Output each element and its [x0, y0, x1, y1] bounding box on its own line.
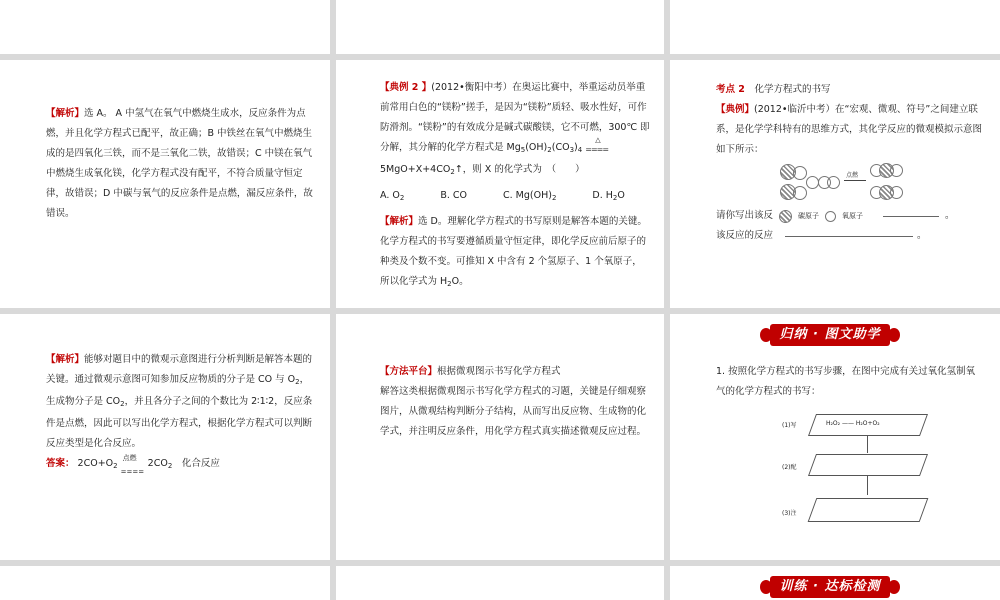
formula-sub: 3: [569, 146, 575, 154]
analysis-text: 选 A。 A 中氢气在氧气中燃烧生成水，反应条件为点燃，并且化学方程式已配平，故正确；B 中铁丝在氧气中燃烧生成的是四氧化三铁，而不是三氧化二铁，故错误；C 中镁在氧气中燃烧生成氧化镁，化学方程式没有配平，不符合质量守恒定律，故错误；D 中碳与氧气的反应条件是点燃，漏反应条件，故错误。: [46, 108, 313, 219]
formula-sub: 2: [113, 462, 118, 470]
equals-sign: ====: [585, 145, 609, 154]
option-a[interactable]: A. $O_2$: [380, 190, 405, 202]
slide-analysis-1: [0, 60, 330, 308]
slide-summary: [670, 314, 1000, 560]
step-write-formula: H₂O₂ —— H₂O+O₂: [826, 420, 880, 427]
answer-blank-1[interactable]: [883, 216, 939, 217]
summary-question: 1. 按照化学方程式的书写步骤，在图中完成有关过氧化氢制氧气的化学方程式的书写：: [716, 366, 976, 397]
step-annotate-label: (3)注: [782, 510, 797, 517]
analysis-label: 【解析】: [46, 354, 85, 365]
legend-oxygen: 氧原子: [842, 212, 864, 220]
example-text: (2012•临沂中考）在“宏观、微观、符号”之间建立联系，是化学学科特有的思维方式，其化学反应的微观模拟示意图如下所示：: [716, 104, 983, 155]
formula-sub: 2: [295, 378, 300, 386]
slide-example-2: [336, 60, 664, 308]
section-badge: 训练 · 达标检测: [770, 576, 890, 598]
example-label: 【典例 2 】: [380, 82, 432, 93]
equals-sign: ====: [120, 468, 145, 476]
question-text: ↑，则 X 的化学式为 （ ）: [454, 164, 585, 175]
answer-label: 答案：: [46, 458, 75, 469]
method-title: 根据微观图示书写化学方程式: [437, 366, 561, 377]
formula-sub: 5: [520, 146, 526, 154]
analysis-block: [46, 104, 316, 224]
example-label: 【典例】: [716, 104, 755, 115]
option-d[interactable]: D. $H_2O$: [592, 190, 625, 202]
slide-bottom-right: [670, 566, 1000, 600]
steps-diagram: [782, 414, 962, 534]
equation-products: 5MgO+X+4CO: [380, 164, 451, 175]
answer-product: 2CO: [147, 458, 168, 469]
option-c[interactable]: C. $Mg(OH)_2$: [503, 190, 557, 202]
formula-part: (CO: [551, 142, 570, 153]
slide-top-right: [670, 0, 1000, 54]
formula-sub: 2: [450, 168, 455, 176]
formula-sub: 2: [447, 280, 452, 288]
example-intro: (2012•衡阳中考）在奥运比赛中，举重运动员举重前常用白色的“镁粉”搓手，是因为“镁粉”质轻、吸水性好，可作防滑剂。“镁粉”的有效成分是碱式碳酸镁，它不可燃，300℃ 即分解，其分解的化学方程式是 Mg: [380, 82, 650, 153]
analysis-text: 选 D。理解化学方程式的书写原则是解答本题的关键。化学方程式的书写要遵循质量守恒定律，即化学反应前后原子的种类及个数不变。可推知 X 中含有 2 个氢原子、1 个氧原子，所以化学式为 H: [380, 216, 647, 287]
arrow-label: 点燃: [846, 172, 859, 179]
analysis-label: 【解析】: [46, 108, 85, 119]
option-b[interactable]: B. CO: [440, 190, 467, 201]
oxygen-atom-icon: [825, 211, 836, 222]
method-block: [380, 362, 648, 442]
method-label: 【方法平台】: [380, 366, 438, 377]
answer-type: 化合反应: [181, 458, 220, 469]
question-block: 请你写出该反 碳原子 氧原子 。 该反应的反应 。: [716, 206, 956, 246]
legend-carbon: 碳原子: [798, 212, 820, 220]
example-block: [380, 78, 650, 294]
down-arrow: [867, 435, 868, 453]
reaction-arrow: [844, 180, 866, 181]
section-badge: 归纳 · 图文助学: [770, 324, 890, 346]
analysis-text-3: ，并且各分子之间的个数比为 2∶1∶2，反应条件是点燃，因此可以写出化学方程式，根据化学方程式可以判断反应类型是化合反应。: [46, 396, 313, 449]
analysis-block: [46, 350, 318, 476]
answer-equation: 2CO+O: [77, 458, 114, 469]
slide-analysis-2: [0, 314, 330, 560]
question-1: 请你写出该反: [716, 210, 774, 221]
analysis-text-2: ，生成物分子是 CO: [46, 374, 310, 407]
slide-top-left: [0, 0, 330, 54]
kaodian-label: 考点 2: [716, 84, 745, 95]
slide-bottom-middle: [336, 566, 664, 600]
analysis-end: O。: [451, 276, 469, 287]
step-balance-label: (2)配: [782, 464, 797, 471]
condition-text: 点燃: [122, 454, 137, 462]
method-text: 解答这类根据微观图示书写化学方程式的习题，关键是仔细观察图片，从微观结构判断分子结构，从而写出反应物、生成物的化学式，并注明反应条件，用化学方程式真实描述微观反应过程。: [380, 386, 647, 437]
question-2: 该反应的反应: [716, 230, 774, 241]
step-annotate-box[interactable]: [808, 498, 929, 522]
formula-sub: 2: [547, 146, 552, 154]
formula-part: (OH): [525, 142, 548, 153]
slide-kaodian-2: [670, 60, 1000, 308]
slide-top-middle: [336, 0, 664, 54]
slide-bottom-left: [0, 566, 330, 600]
kaodian-block: [716, 80, 986, 160]
triangle-symbol: △: [595, 136, 601, 144]
slide-method: [336, 314, 664, 560]
analysis-label: 【解析】: [380, 216, 419, 227]
formula-part: ): [574, 142, 578, 153]
formula-sub: 2: [167, 462, 173, 470]
carbon-atom-icon: [779, 210, 792, 223]
down-arrow: [867, 475, 868, 495]
kaodian-title: 化学方程式的书写: [754, 84, 831, 95]
answer-blank-2[interactable]: [785, 236, 913, 237]
options-row: [380, 186, 650, 208]
analysis-text: 能够对题目中的微观示意图进行分析判断是解答本题的关键。通过微观示意图可知参加反应物质的分子是 CO 与 O: [46, 354, 313, 385]
step-write-label: (1)写: [782, 422, 797, 429]
step-balance-box[interactable]: [808, 454, 928, 476]
formula-sub: 4: [577, 146, 583, 154]
heating-condition: [585, 136, 615, 154]
ignite-condition: [120, 454, 145, 476]
formula-sub: 2: [120, 400, 125, 408]
